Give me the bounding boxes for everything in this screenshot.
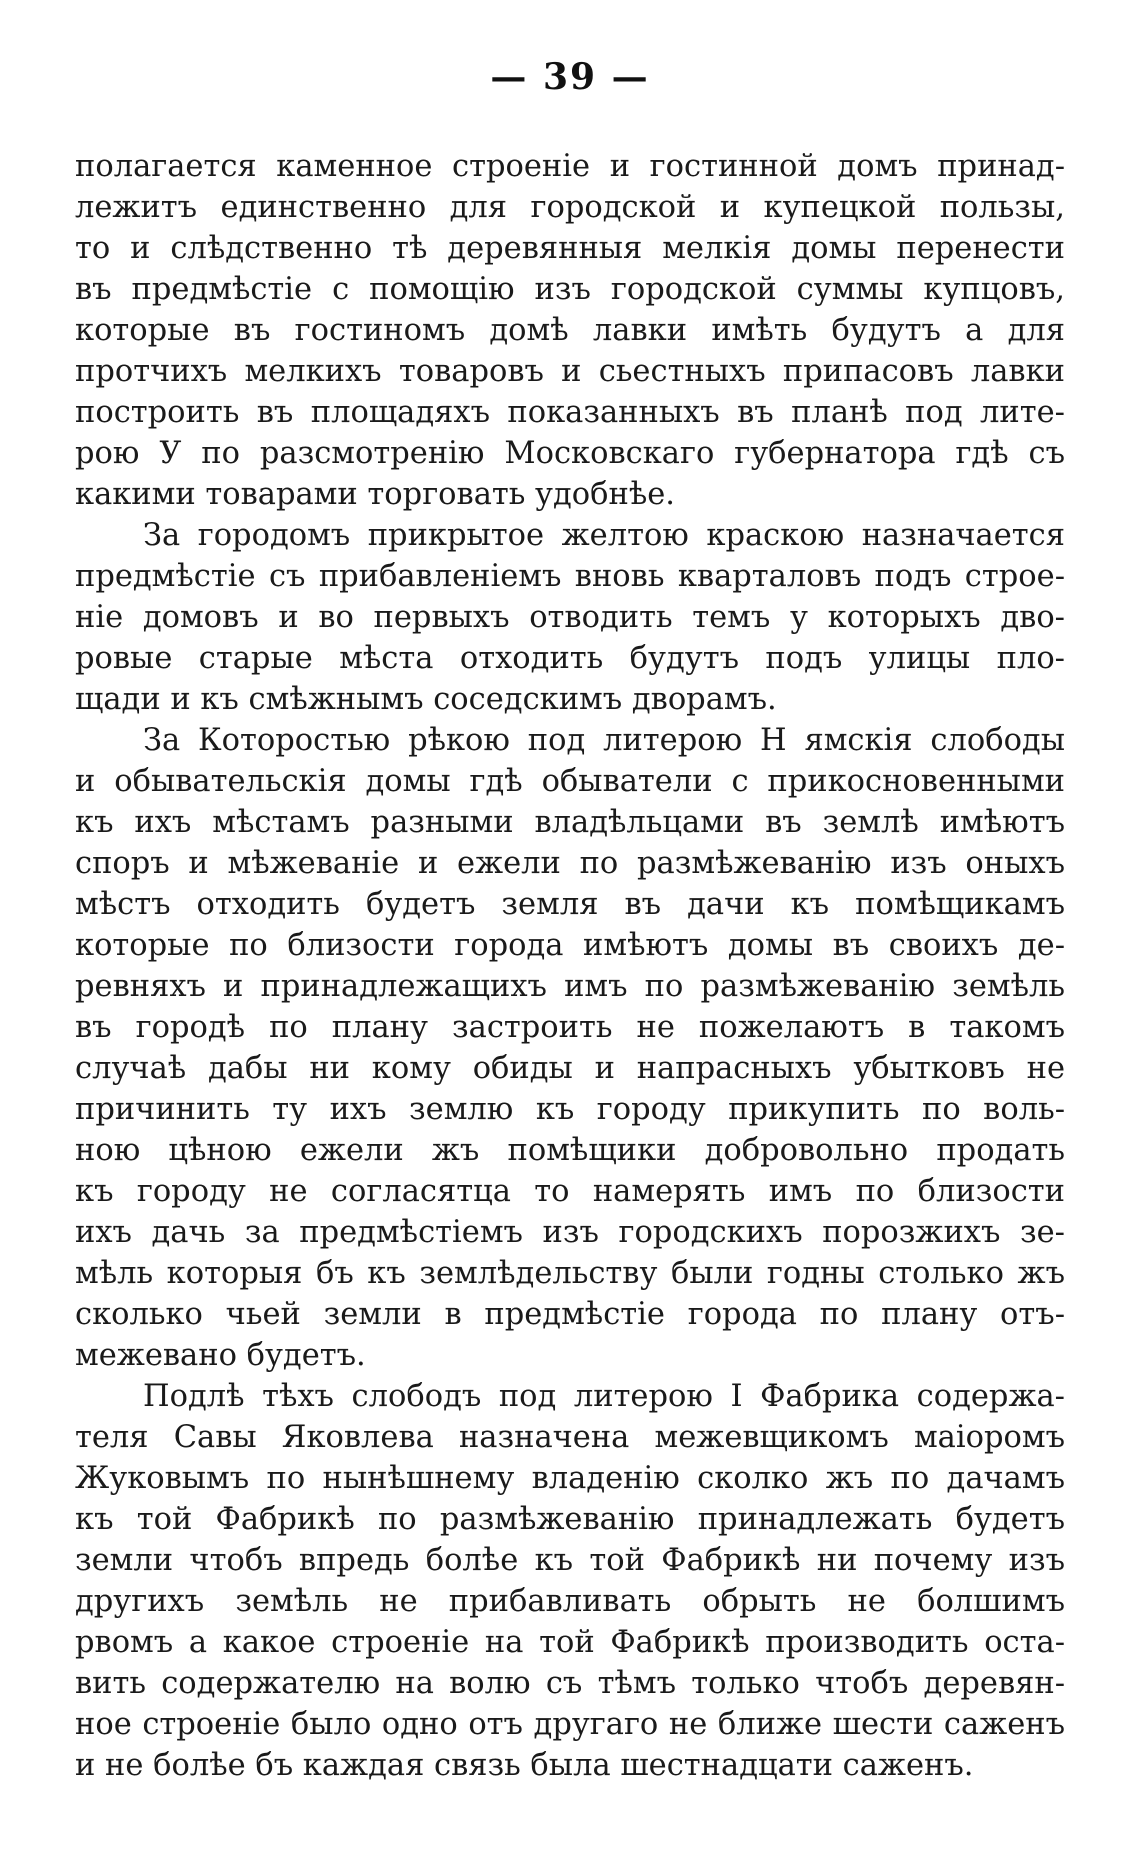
text-line: другихъ земѣль не прибавливать обрыть не болшимъ	[75, 1584, 1065, 1619]
text-line: рою У по разсмотренію Московскаго губернатора гдѣ съ	[75, 436, 1065, 471]
text-line: какими товарами торговать удобнѣе.	[75, 477, 675, 512]
page-number: — 39 —	[490, 56, 650, 98]
text-line: ное строеніе было одно отъ другаго не ближе шести саженъ	[75, 1707, 1065, 1742]
text-line: которые въ гостиномъ домѣ лавки имѣть будутъ а для	[75, 313, 1065, 348]
text-line: теля Савы Яковлева назначена межевщикомъ маіоромъ	[75, 1420, 1065, 1455]
paragraph-4	[75, 1376, 1065, 1786]
text-line: предмѣстіе съ прибавленіемъ вновь кварталовъ подъ строе-	[75, 559, 1065, 594]
text-line: Подлѣ тѣхъ слободъ под литерою I Фабрика содержа-	[143, 1379, 1065, 1414]
text-line: За Которостью рѣкою под литерою Н ямскія слободы	[143, 723, 1065, 758]
text-line: причинить ту ихъ землю къ городу прикупить по воль-	[75, 1092, 1065, 1127]
text-line: и обывательскія домы гдѣ обыватели с прикосновенными	[75, 764, 1065, 799]
text-line: межевано будетъ.	[75, 1338, 366, 1373]
text-line: За городомъ прикрытое желтою краскою назначается	[143, 518, 1065, 553]
text-line: къ городу не согласятца то намерять имъ по близости	[75, 1174, 1065, 1209]
text-line: въ городѣ по плану застроить не пожелаютъ в такомъ	[75, 1010, 1065, 1045]
paragraph-3	[75, 720, 1065, 1376]
paragraph-2	[75, 515, 1065, 720]
text-line: мѣстъ отходить будетъ земля въ дачи къ помѣщикамъ	[75, 887, 1065, 922]
text-line: протчихъ мелкихъ товаровъ и сьестныхъ припасовъ лавки	[75, 354, 1065, 389]
text-line: и не болѣе бъ каждая связь была шестнадцати саженъ.	[75, 1748, 974, 1783]
text-line: въ предмѣстіе с помощію изъ городской суммы купцовъ,	[75, 272, 1065, 307]
text-line: мѣль которыя бъ къ землѣдельству были годны столько жъ	[75, 1256, 1065, 1291]
text-line: ихъ дачь за предмѣстіемъ изъ городскихъ порозжихъ зе-	[75, 1215, 1065, 1250]
text-line: ніе домовъ и во первыхъ отводить темъ у которыхъ дво-	[75, 600, 1065, 635]
text-line: то и слѣдственно тѣ деревянныя мелкія домы перенести	[75, 231, 1065, 266]
text-line: къ ихъ мѣстамъ разными владѣльцами въ землѣ имѣютъ	[75, 805, 1065, 840]
text-line: щади и къ смѣжнымъ соседскимъ дворамъ.	[75, 682, 777, 717]
body-text	[75, 146, 1065, 1786]
text-line: которые по близости города имѣютъ домы въ своихъ де-	[75, 928, 1065, 963]
text-line: случаѣ дабы ни кому обиды и напрасныхъ убытковъ не	[75, 1051, 1065, 1086]
paragraph-1	[75, 146, 1065, 515]
text-line: ровые старые мѣста отходить будутъ подъ улицы пло-	[75, 641, 1065, 676]
text-line: ревняхъ и принадлежащихъ имъ по размѣжеванію земѣль	[75, 969, 1065, 1004]
text-line: ною цѣною ежели жъ помѣщики добровольно продать	[75, 1133, 1065, 1168]
text-line: сколько чьей земли в предмѣстіе города по плану отъ-	[75, 1297, 1065, 1332]
text-line: къ той Фабрикѣ по размѣжеванію принадлежать будетъ	[75, 1502, 1065, 1537]
text-line: Жуковымъ по нынѣшнему владенію сколко жъ по дачамъ	[75, 1461, 1065, 1496]
text-line: полагается каменное строеніе и гостинной домъ принад-	[75, 149, 1065, 184]
text-line: лежитъ единственно для городской и купецкой пользы,	[75, 190, 1065, 225]
text-line: споръ и мѣжеваніе и ежели по размѣжеванію изъ оныхъ	[75, 846, 1065, 881]
text-line: вить содержателю на волю съ тѣмъ только чтобъ деревян-	[75, 1666, 1065, 1701]
text-line: построить въ площадяхъ показанныхъ въ планѣ под лите-	[75, 395, 1065, 430]
text-line: земли чтобъ впредь болѣе къ той Фабрикѣ ни почему изъ	[75, 1543, 1065, 1578]
text-line: рвомъ а какое строеніе на той Фабрикѣ производить оста-	[75, 1625, 1065, 1660]
